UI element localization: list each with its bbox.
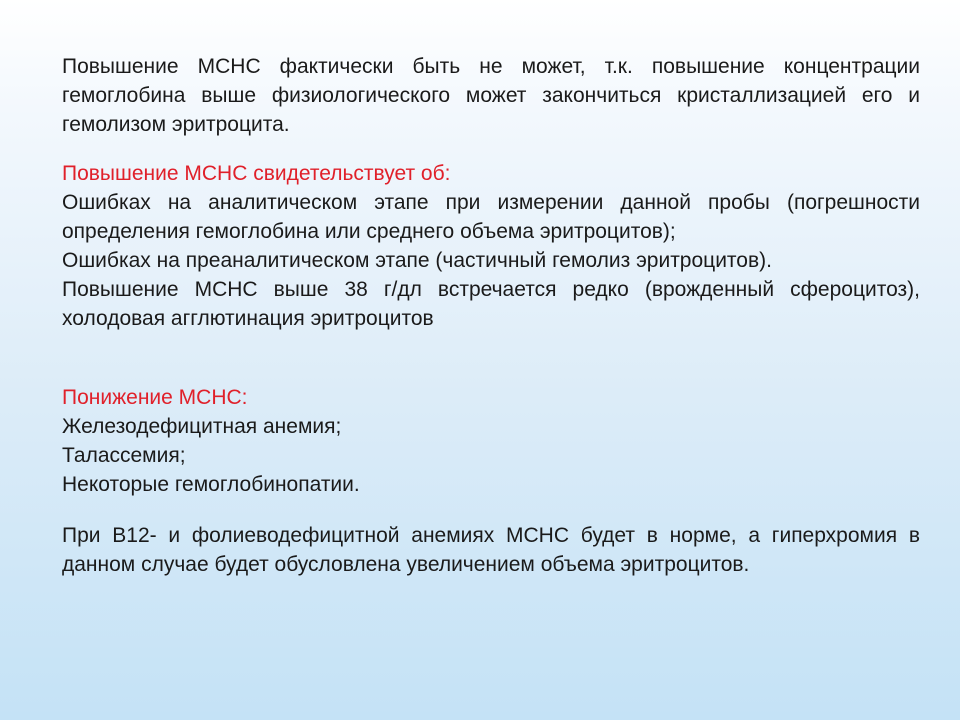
increase-item-preanalytical: Ошибках на преаналитическом этапе (частичный гемолиз эритроцитов). bbox=[62, 249, 772, 272]
increase-item-spherocytosis: Повышение МСНС выше 38 г/дл встречается редко (врожденный сфероцитоз), холодовая агглютинация эритроцитов bbox=[62, 278, 920, 330]
spacer bbox=[62, 139, 920, 159]
increase-heading: Повышение МСНС свидетельствует об: bbox=[62, 162, 451, 185]
note-paragraph: При В12- и фолиеводефицитной анемиях МСНС будет в норме, а гиперхромия в данном случае будет обусловлена увеличением объема эритроцитов. bbox=[62, 524, 920, 576]
increase-item-analytical: Ошибках на аналитическом этапе при измерении данной пробы (погрешности определения гемоглобина или среднего объема эритроцитов); bbox=[62, 191, 920, 243]
slide-content bbox=[62, 52, 920, 579]
decrease-heading: Понижение МСНС: bbox=[62, 386, 248, 409]
decrease-item-iron-deficiency: Железодефицитная анемия; bbox=[62, 415, 342, 438]
decrease-item-hemoglobinopathies: Некоторые гемоглобинопатии. bbox=[62, 473, 360, 496]
decrease-item-thalassemia: Талассемия; bbox=[62, 444, 186, 467]
spacer bbox=[62, 499, 920, 521]
intro-paragraph: Повышение МСНС фактически быть не может, т.к. повышение концентрации гемоглобина выше физиологического может закончиться кристаллизацией его и гемолизом эритроцита. bbox=[62, 55, 920, 136]
spacer bbox=[62, 333, 920, 383]
